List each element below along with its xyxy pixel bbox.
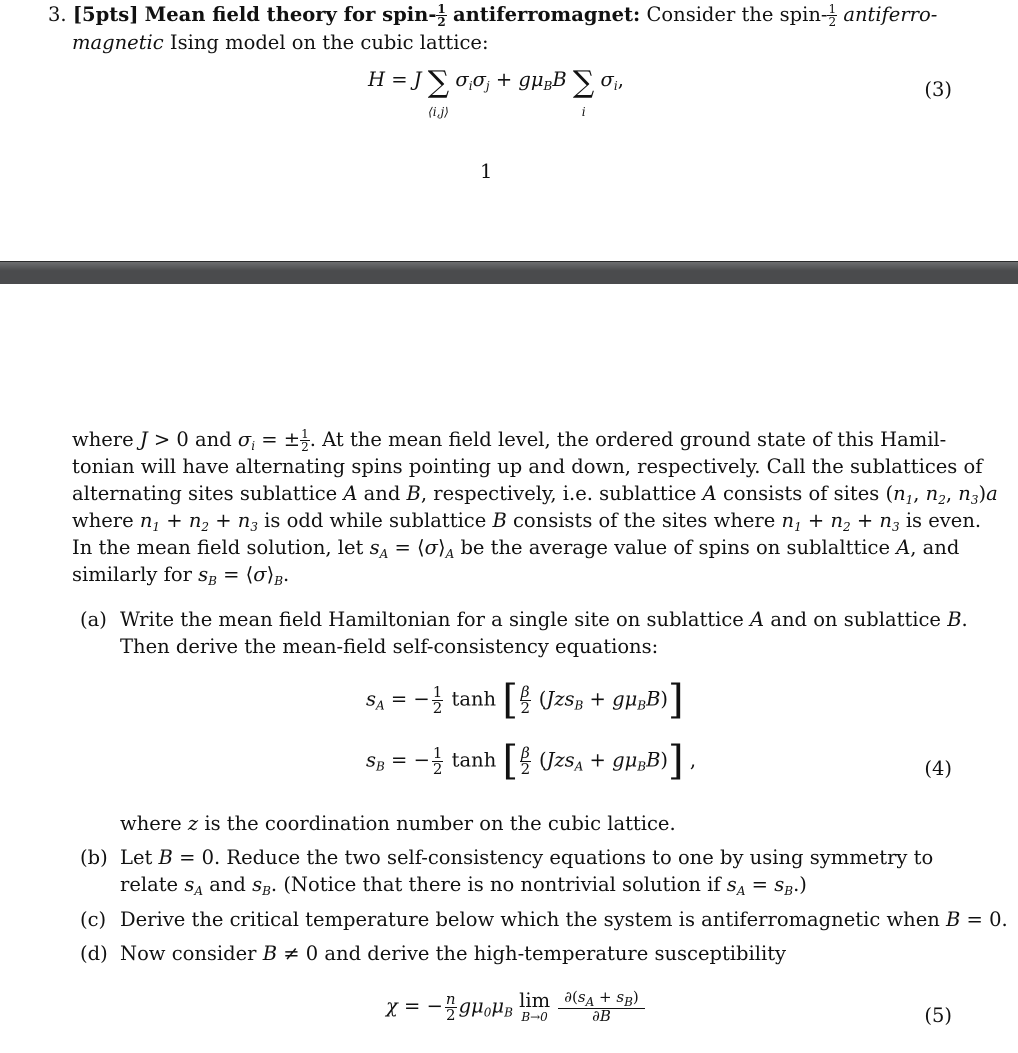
item-d-label: (d) [80, 942, 108, 965]
problem-number: 3. [48, 3, 67, 26]
item-b-label: (b) [80, 846, 108, 869]
problem-heading-line2: magnetic Ising model on the cubic lattice: [72, 31, 489, 54]
page-number: 1 [480, 160, 493, 183]
equation-number-5: (5) [924, 1004, 952, 1027]
problem-points: [5pts] [72, 3, 139, 26]
para-line-3: alternating sites sublattice A and B, respectively, i.e. sublattice A consists of sites ($n_1$, $n_2$, $n_3)a$ [72, 482, 998, 507]
equation-4a: $s_A$ = − $\frac{1}{2}$ tanh [ $\frac{\beta}{2}$ $(Jzs_B + g\mu_BB)$] [366, 677, 684, 723]
equation-5: χ = − $\frac{n}{2}$ $g\mu_0\mu_B$ lim B→0 $\frac{\partial(s_A + s_B)}{\partial B}$ [386, 990, 647, 1024]
item-c-label: (c) [80, 908, 107, 931]
equation-3: H = J ∑ ⟨i,j⟩ $\sigma_i\sigma_j + g\mu_BB$ ∑ i $\sigma_i$, [368, 65, 624, 119]
equation-number-4: (4) [924, 757, 952, 780]
para-line-6: similarly for $s_B$ = $⟨\sigma⟩_B$. [72, 563, 290, 588]
fraction-half: $\frac{1}{2}$ [437, 2, 446, 29]
item-d-line-1: Now consider B ≠ 0 and derive the high-temperature susceptibility [120, 942, 787, 965]
para-line-2: tonian will have alternating spins pointing up and down, respectively. Call the sublattices of [72, 455, 983, 478]
para-line-5: In the mean field solution, let $s_A$ = $⟨\sigma⟩_A$ be the average value of spins on sublalttice A, and [72, 536, 960, 561]
fraction-half: $\frac{1}{2}$ [828, 2, 837, 29]
item-b-line-1: Let B = 0. Reduce the two self-consistency equations to one by using symmetry to [120, 846, 934, 869]
item-c-line-1: Derive the critical temperature below which the system is antiferromagnetic when B = 0. [120, 908, 1008, 931]
intro-text: Consider the spin- [646, 3, 828, 26]
para-line-1: where J > 0 and $\sigma_i$ = ± $\frac{1}{2}$ . At the mean field level, the ordered ground state of this Hamil- [72, 427, 947, 454]
item-a-after: where z is the coordination number on the cubic lattice. [120, 812, 676, 835]
para-line-4: where $n_1 + n_2 + n_3$ is odd while sublattice B consists of the sites where $n_1 + n_2 + n_3$ is even. [72, 509, 982, 534]
equation-number-3: (3) [924, 78, 952, 101]
item-a-line-1: Write the mean field Hamiltonian for a single site on sublattice A and on sublattice B. [120, 608, 968, 631]
item-a-line-2: Then derive the mean-field self-consistency equations: [120, 635, 659, 658]
problem-title: Mean field theory for spin- [144, 3, 437, 26]
item-a-label: (a) [80, 608, 107, 631]
page-separator [0, 261, 1018, 284]
equation-4b: $s_B$ = − $\frac{1}{2}$ tanh [ $\frac{\beta}{2}$ $(Jzs_A + g\mu_BB)$] , [366, 738, 697, 784]
item-b-line-2: relate $s_A$ and $s_B$. (Notice that there is no nontrivial solution if $s_A = s_B$.) [120, 873, 807, 898]
problem-title-end: antiferromagnet: [452, 3, 641, 26]
intro-text: antiferro- [843, 3, 938, 26]
problem-heading [48, 3, 937, 28]
